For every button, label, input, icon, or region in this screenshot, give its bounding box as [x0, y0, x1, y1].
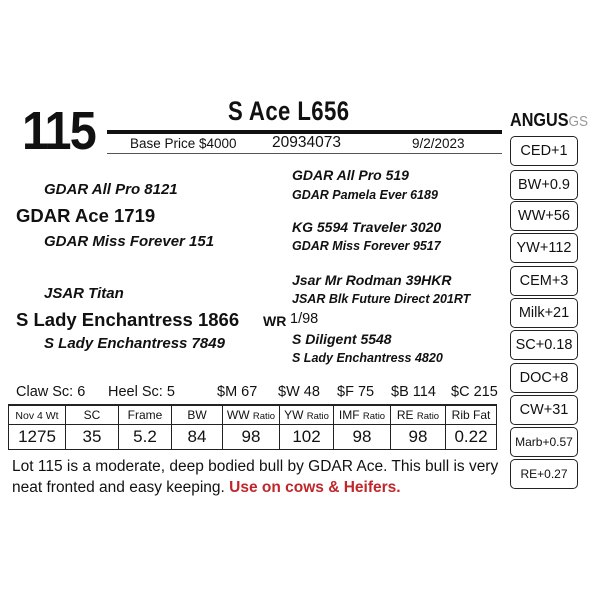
- title-underline: [107, 153, 502, 154]
- index-b: $B 114: [391, 384, 436, 400]
- value-imf: 98: [334, 425, 391, 450]
- lot-description: [12, 456, 507, 498]
- sire-dam-dam: GDAR Miss Forever 9517: [292, 239, 441, 253]
- value-sc: 35: [66, 425, 119, 450]
- epd-ced: CED+1: [510, 136, 578, 166]
- angus-logo: ANGUSGS: [510, 110, 589, 130]
- sire: GDAR Ace 1719: [16, 205, 156, 226]
- epd-cw: CW+31: [510, 395, 578, 425]
- value-re: 98: [391, 425, 446, 450]
- index-c: $C 215: [451, 384, 498, 400]
- header-rib-fat: Rib Fat: [446, 405, 497, 425]
- claw-score: Claw Sc: 6: [16, 384, 86, 400]
- header-imf: IMF Ratio: [334, 405, 391, 425]
- performance-value-row: [9, 425, 497, 450]
- sire-sire-dam: GDAR Pamela Ever 6189: [292, 188, 438, 202]
- index-f: $F 75: [337, 384, 375, 400]
- heel-score: Heel Sc: 5: [108, 384, 175, 400]
- header-frame: Frame: [119, 405, 172, 425]
- dam: S Lady Enchantress 1866: [16, 309, 240, 330]
- epd-marb: Marb+0.57: [510, 427, 578, 457]
- value-ww: 98: [223, 425, 280, 450]
- dam-dam: S Lady Enchantress 7849: [44, 335, 225, 352]
- epd-cem: CEM+3: [510, 266, 578, 296]
- dam-sire: JSAR Titan: [44, 285, 124, 302]
- value-yw: 102: [280, 425, 334, 450]
- description-text: Lot 115 is a moderate, deep bodied bull by GDAR Ace. This bull is very neat fronted and easy keeping.: [12, 458, 499, 496]
- performance-header-row: [9, 405, 497, 425]
- registration-number: 20934073: [272, 134, 341, 151]
- birth-date: 9/2/2023: [412, 136, 465, 151]
- header-weight: Nov 4 Wt: [9, 405, 66, 425]
- dam-sire-sire: Jsar Mr Rodman 39HKR: [292, 272, 452, 288]
- value-bw: 84: [172, 425, 223, 450]
- index-w: $W 48: [278, 384, 320, 400]
- sire-dam: GDAR Miss Forever 151: [44, 233, 215, 250]
- dam-sire-dam: JSAR Blk Future Direct 201RT: [292, 292, 471, 306]
- header-bw: BW: [172, 405, 223, 425]
- performance-table: [8, 404, 497, 450]
- dam-dam-sire: S Diligent 5548: [292, 331, 392, 347]
- epd-ww: WW+56: [510, 201, 578, 231]
- index-m: $M 67: [217, 384, 258, 400]
- value-rib-fat: 0.22: [446, 425, 497, 450]
- epd-sc: SC+0.18: [510, 330, 578, 360]
- header-re: RE Ratio: [391, 405, 446, 425]
- epd-doc: DOC+8: [510, 363, 578, 393]
- epd-milk: Milk+21: [510, 298, 578, 328]
- dam-dam-dam: S Lady Enchantress 4820: [292, 351, 443, 365]
- sire-sire-sire: GDAR All Pro 519: [292, 167, 409, 183]
- header-sc: SC: [66, 405, 119, 425]
- epd-bw: BW+0.9: [510, 170, 578, 200]
- dam-wr-label: WR: [263, 313, 287, 329]
- sire-dam-sire: KG 5594 Traveler 3020: [292, 219, 442, 235]
- epd-re: RE+0.27: [510, 459, 578, 489]
- lot-number: 115: [22, 101, 96, 161]
- sire-sire: GDAR All Pro 8121: [44, 181, 178, 198]
- animal-name: S Ace L656: [228, 96, 350, 126]
- header-ww: WW Ratio: [223, 405, 280, 425]
- dam-wr-value: 1/98: [290, 311, 319, 327]
- epd-yw: YW+112: [510, 233, 578, 263]
- value-frame: 5.2: [119, 425, 172, 450]
- header-yw: YW Ratio: [280, 405, 334, 425]
- base-price: Base Price $4000: [130, 136, 237, 151]
- value-weight: 1275: [9, 425, 66, 450]
- description-highlight: Use on cows & Heifers.: [229, 479, 401, 496]
